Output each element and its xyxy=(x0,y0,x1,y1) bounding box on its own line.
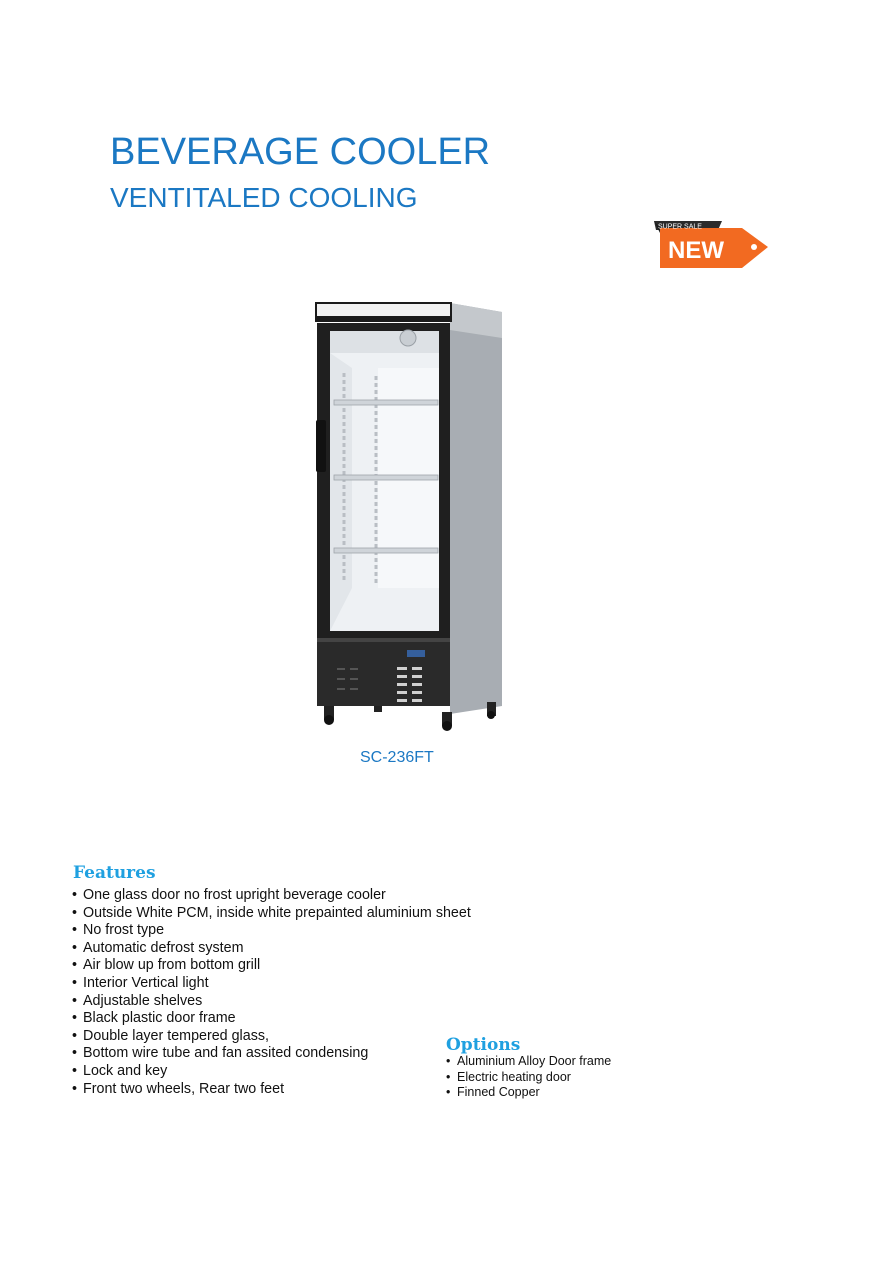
badge-top-text: SUPER SALE xyxy=(658,223,702,231)
list-item: • Finned Copper xyxy=(446,1085,540,1100)
list-item: • No frost type xyxy=(72,922,165,939)
bullet-icon: • xyxy=(72,887,78,903)
list-item: • Automatic defrost system xyxy=(72,939,244,956)
features-heading: Features xyxy=(73,863,156,883)
model-number: SC-236FT xyxy=(360,749,434,766)
list-item: • Air blow up from bottom grill xyxy=(72,957,261,974)
list-item: • Lock and key xyxy=(72,1062,168,1079)
bullet-icon: • xyxy=(72,922,78,939)
list-item: • Black plastic door frame xyxy=(72,1010,236,1027)
bullet-icon: • xyxy=(72,974,78,991)
list-item: • Double layer tempered glass, xyxy=(72,1027,269,1044)
list-item: • Electric heating door xyxy=(446,1069,571,1084)
bullet-icon: • xyxy=(72,992,78,1009)
bullet-icon: • xyxy=(72,1080,78,1097)
options-list xyxy=(446,1054,611,1101)
bullet-icon: • xyxy=(446,1069,451,1084)
bullet-icon: • xyxy=(72,1045,78,1062)
list-item: • One glass door no frost upright beverage cooler xyxy=(72,887,386,903)
list-item: • Aluminium Alloy Door frame xyxy=(446,1054,612,1068)
bullet-icon: • xyxy=(72,1010,78,1027)
badge-main-text: NEW xyxy=(668,237,724,264)
bullet-icon: • xyxy=(72,957,78,974)
new-sale-badge xyxy=(652,218,772,270)
features-list xyxy=(72,887,471,1098)
bullet-icon: • xyxy=(446,1054,451,1068)
page-title: BEVERAGE COOLER xyxy=(110,131,491,173)
bullet-icon: • xyxy=(72,1062,78,1079)
page-subtitle: VENTITALED COOLING xyxy=(110,182,418,213)
bullet-icon: • xyxy=(72,904,78,921)
list-item: • Interior Vertical light xyxy=(72,974,209,991)
bullet-icon: • xyxy=(446,1085,451,1100)
bullet-icon: • xyxy=(72,939,78,956)
list-item: • Bottom wire tube and fan assited condensing xyxy=(72,1045,369,1062)
list-item: • Adjustable shelves xyxy=(72,992,203,1009)
bullet-icon: • xyxy=(72,1027,78,1044)
list-item: • Outside White PCM, inside white prepainted aluminium sheet xyxy=(72,904,471,921)
list-item: • Front two wheels, Rear two feet xyxy=(72,1080,285,1097)
glass-door-cooler-icon xyxy=(312,298,508,734)
options-heading: Options xyxy=(446,1035,521,1055)
tag-hole-icon xyxy=(751,244,757,250)
